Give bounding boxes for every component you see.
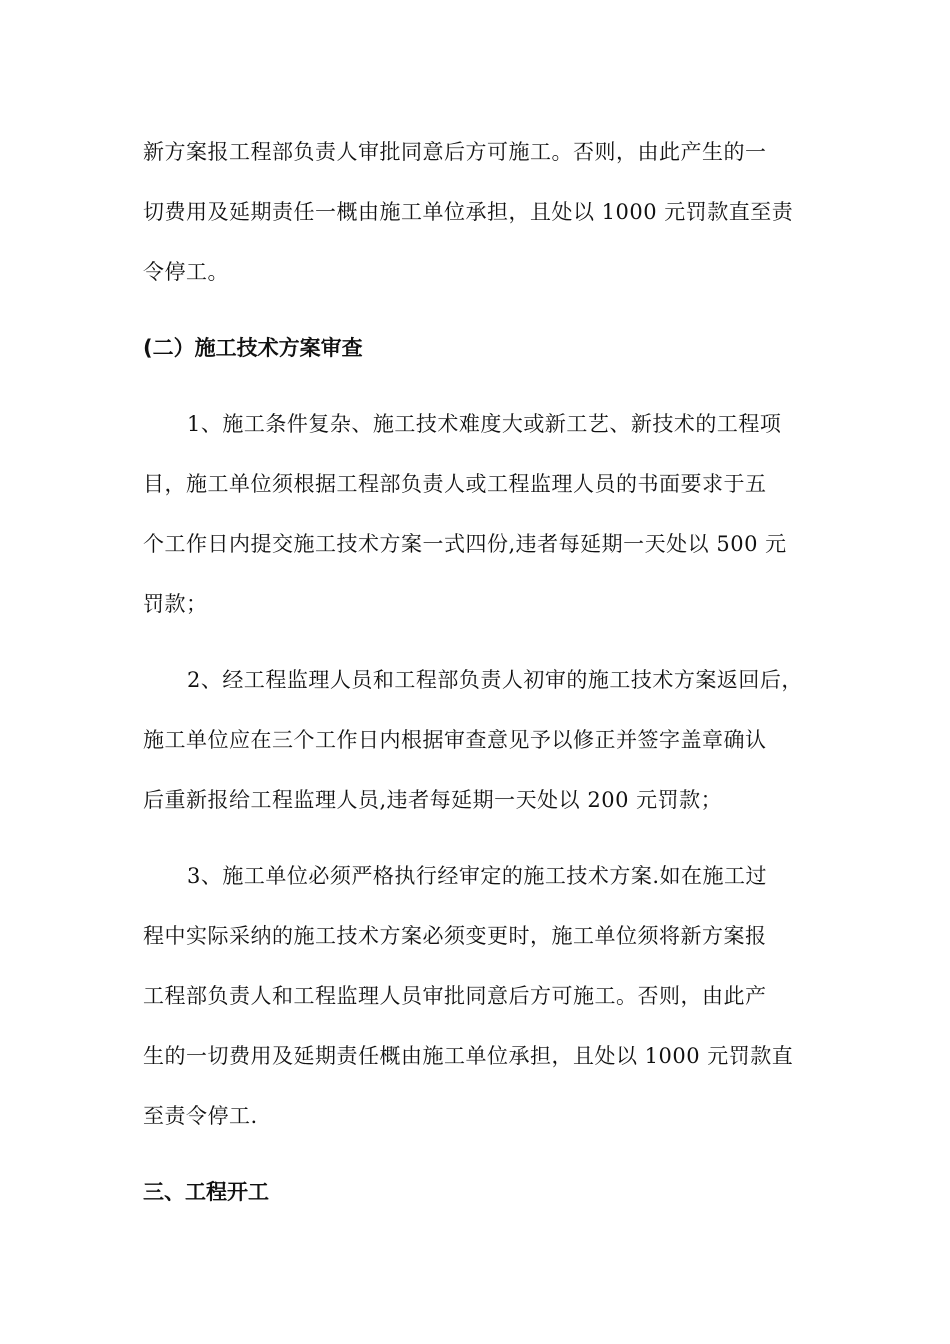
- text-line: 罚款；: [143, 592, 208, 616]
- text-line: 个工作日内提交施工技术方案一式四份,违者每延期一天处以 500 元: [143, 532, 787, 556]
- text-line: 目，施工单位须根据工程部负责人或工程监理人员的书面要求于五: [143, 472, 767, 496]
- section-heading-two: (二）施工技术方案审查: [143, 336, 363, 360]
- spacer: [143, 378, 811, 394]
- text-line: 后重新报给工程监理人员,违者每延期一天处以 200 元罚款；: [143, 788, 723, 812]
- spacer: [143, 830, 811, 846]
- text-line: 1、施工条件复杂、施工技术难度大或新工艺、新技术的工程项: [187, 412, 782, 436]
- text-line: 至责令停工.: [143, 1104, 258, 1128]
- paragraph-item-2: [143, 650, 811, 830]
- section-heading-three: 三、工程开工: [143, 1180, 269, 1204]
- text-line: 3、施工单位必须严格执行经审定的施工技术方案.如在施工过: [187, 864, 768, 888]
- text-line: 2、经工程监理人员和工程部负责人初审的施工技术方案返回后，: [187, 668, 803, 692]
- text-line: 程中实际采纳的施工技术方案必须变更时，施工单位须将新方案报: [143, 924, 767, 948]
- document-page: [143, 122, 811, 1222]
- text-line: 施工单位应在三个工作日内根据审查意见予以修正并签字盖章确认: [143, 728, 767, 752]
- text-line: 生的一切费用及延期责任概由施工单位承担，且处以 1000 元罚款直: [143, 1044, 794, 1068]
- text-line: 切费用及延期责任一概由施工单位承担，且处以 1000 元罚款直至责: [143, 200, 794, 224]
- spacer: [143, 1146, 811, 1162]
- text-line: 新方案报工程部负责人审批同意后方可施工。否则，由此产生的一: [143, 140, 767, 164]
- text-line: 令停工。: [143, 260, 229, 284]
- paragraph-item-3: [143, 846, 811, 1146]
- spacer: [143, 634, 811, 650]
- paragraph-item-1: [143, 394, 811, 634]
- text-line: 工程部负责人和工程监理人员审批同意后方可施工。否则，由此产: [143, 984, 767, 1008]
- paragraph-intro: [143, 122, 811, 302]
- spacer: [143, 302, 811, 318]
